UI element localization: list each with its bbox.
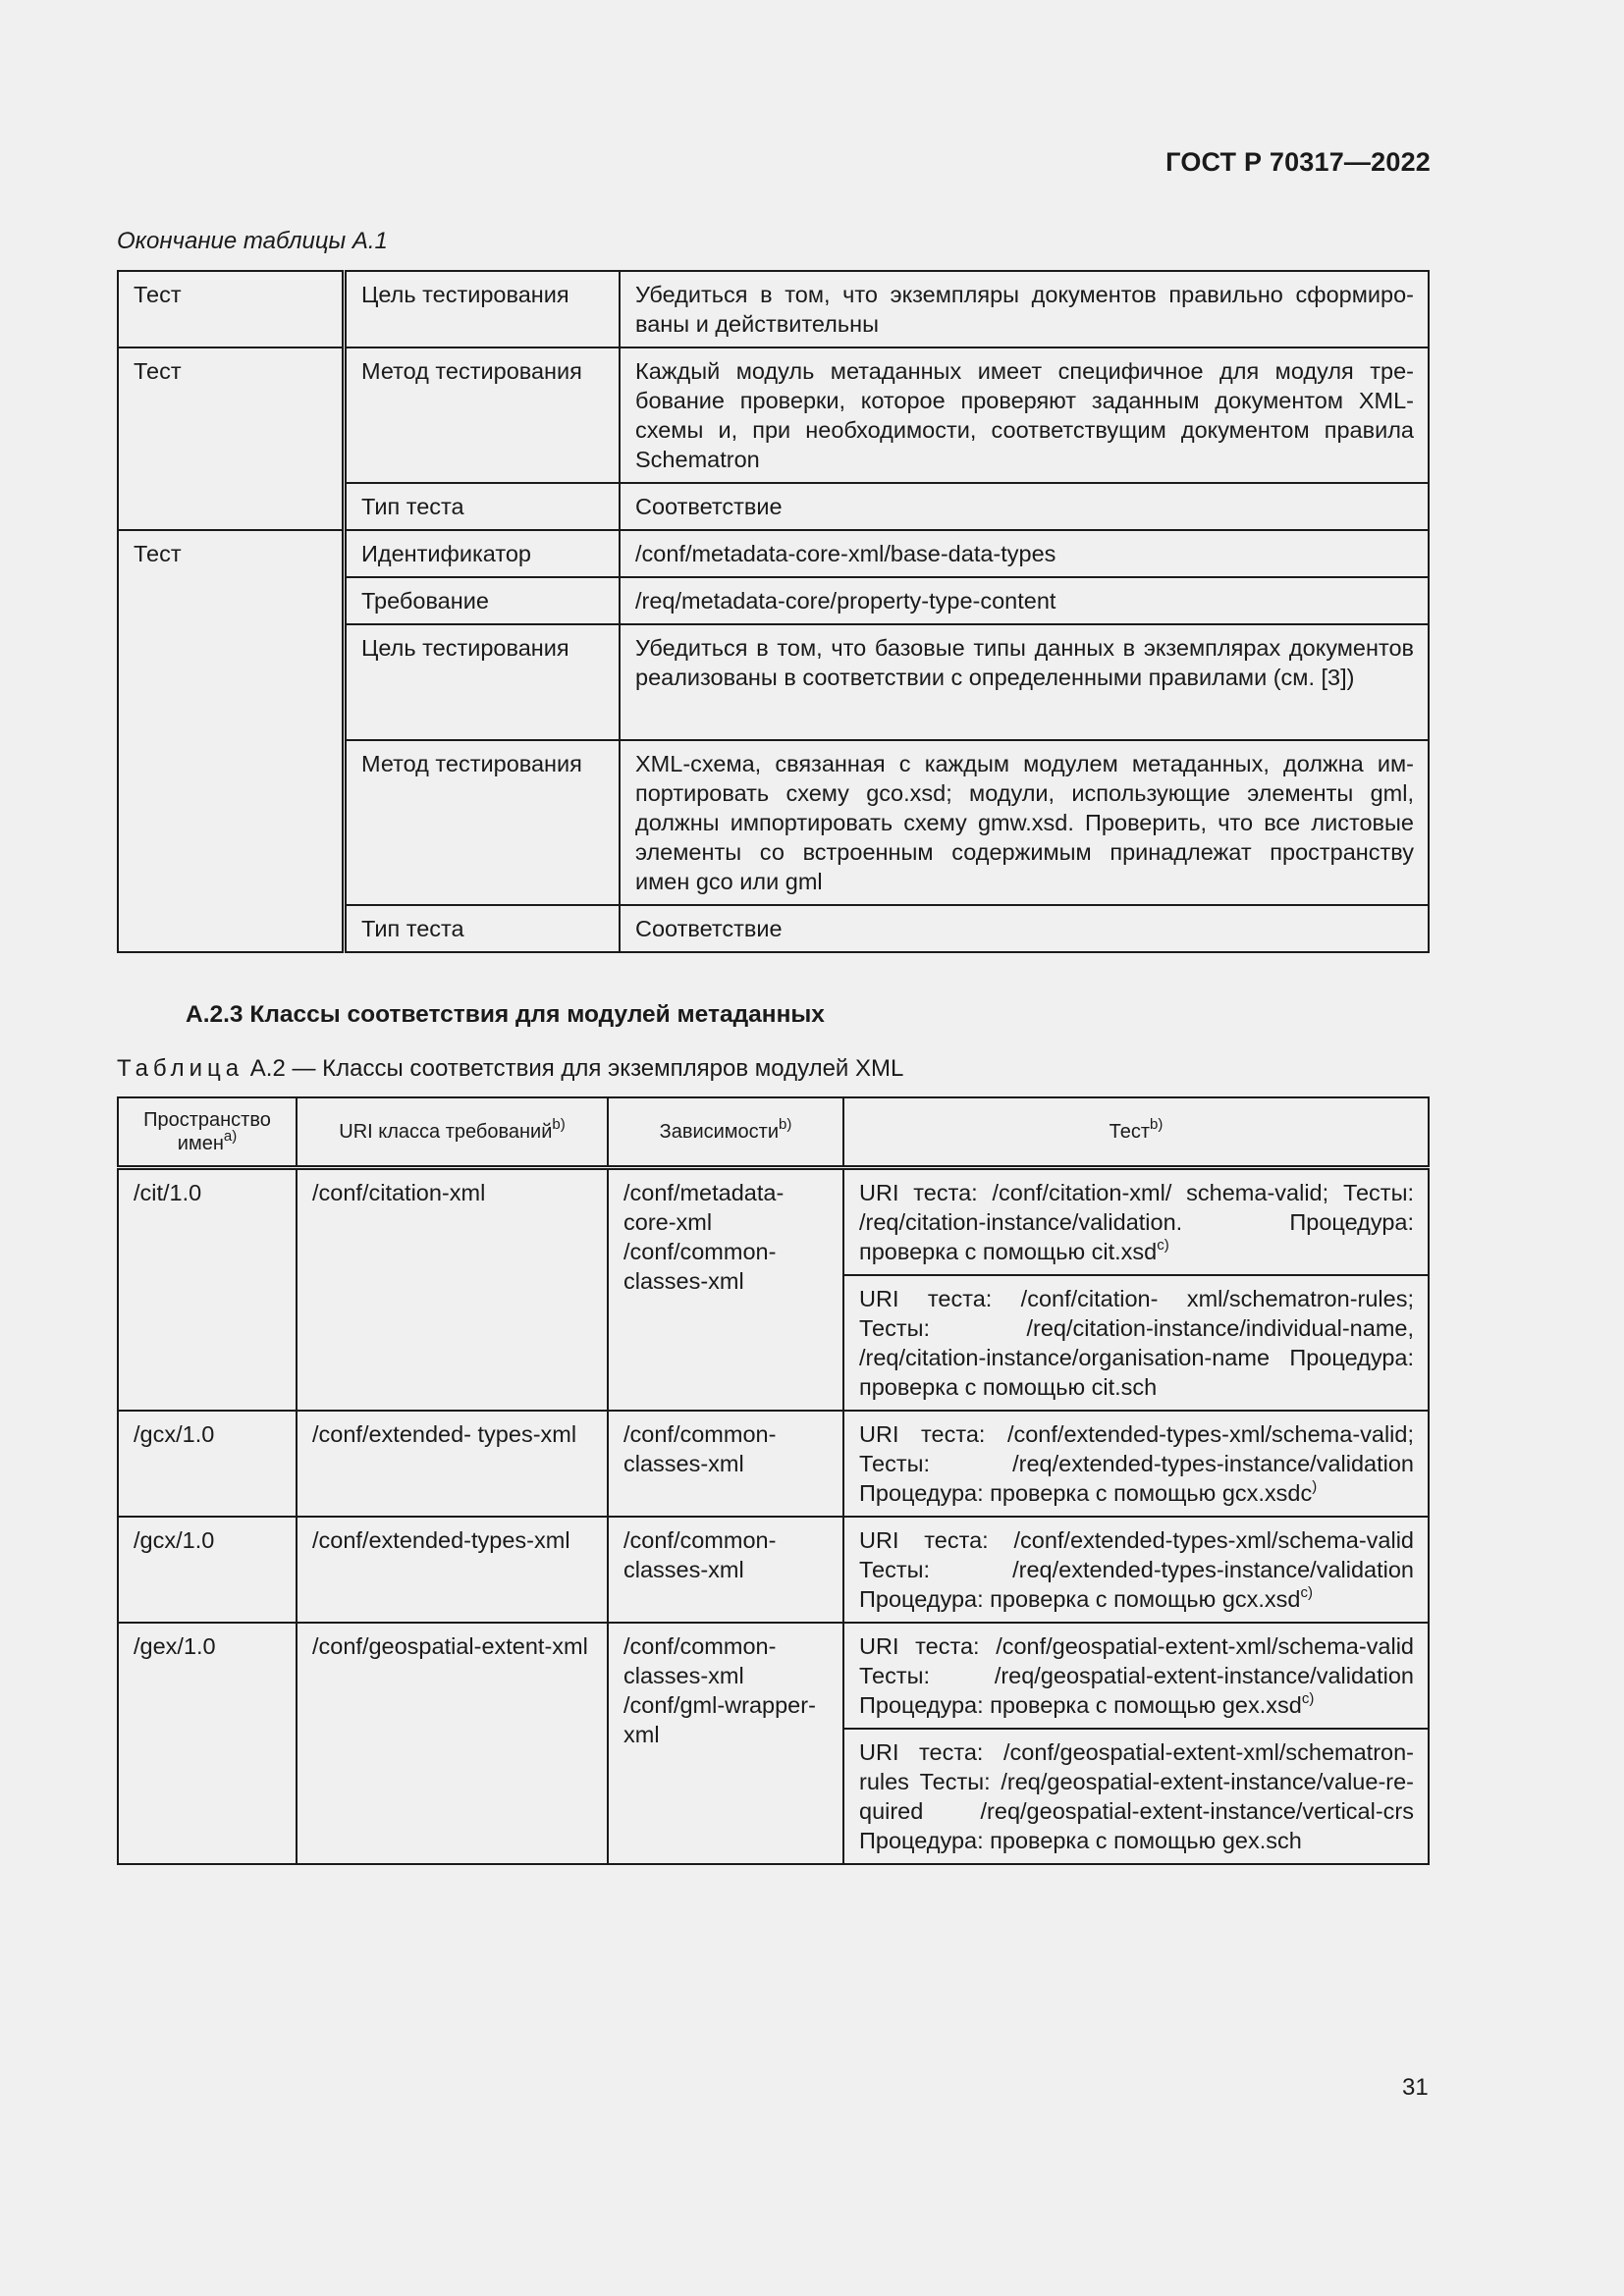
uri-cell: /conf/extended-types-xml	[297, 1517, 608, 1623]
page-number: 31	[1402, 2074, 1429, 2101]
table-a2	[117, 1096, 1430, 1865]
table-cell: Требование	[345, 577, 621, 624]
table-a1-continuation	[117, 270, 1430, 953]
dependencies-cell: /conf/common-classes-xml	[608, 1517, 843, 1623]
table-caption-prefix: Таблица	[117, 1055, 244, 1082]
table-caption-text: А.2 — Классы соответствия для экземпляров модулей XML	[249, 1055, 904, 1082]
test-cell: URI теста: /conf/citation- xml/schematron-rules; Тесты: /req/citation-instance/individual-name, /req/citation-instance/organisation-name Процедура: проверка с помощью cit.sch	[843, 1275, 1429, 1411]
namespace-cell: /gcx/1.0	[118, 1411, 297, 1517]
namespace-cell: /gcx/1.0	[118, 1517, 297, 1623]
table-cell: Убедиться в том, что базовые типы данных в экземплярах документов реализованы в соответствии с определенными правилами (см. [3])	[620, 624, 1429, 740]
table-row	[118, 1623, 1429, 1729]
namespace-cell: /gex/1.0	[118, 1623, 297, 1864]
dependencies-cell: /conf/common-classes-xml	[608, 1411, 843, 1517]
uri-cell: /conf/extended- types-xml	[297, 1411, 608, 1517]
uri-cell: /conf/geospatial-extent-xml	[297, 1623, 608, 1864]
table-a1-continuation-caption: Окончание таблицы А.1	[117, 228, 388, 254]
test-cell: URI теста: /conf/citation-xml/ schema-valid; Тесты: /req/citation-instance/validation. Процедура: проверка с помощью cit.xsd$^{c)}$	[843, 1168, 1429, 1276]
table-cell: /conf/metadata-core-xml/base-data-types	[620, 530, 1429, 577]
table-cell: /req/metadata-core/property-type-content	[620, 577, 1429, 624]
table-cell: Тип теста	[345, 905, 621, 952]
table-row	[118, 271, 1429, 347]
test-cell: URI теста: /conf/extended-types-xml/schema-valid Тесты: /req/extended-types-instance/validation Процедура: проверка с помощью gcx.xsd$^{c)}$	[843, 1517, 1429, 1623]
table-row	[118, 530, 1429, 577]
namespace-cell: /cit/1.0	[118, 1168, 297, 1412]
table-cell: Цель тестирования	[345, 271, 621, 347]
table-header-row	[118, 1097, 1429, 1168]
column-header-dependencies: Зависимости$^{b)}$	[608, 1097, 843, 1168]
table-cell: Метод тестирования	[345, 347, 621, 483]
document-standard-header: ГОСТ Р 70317—2022	[1165, 147, 1431, 177]
table-cell: Соответствие	[620, 483, 1429, 530]
table-row	[118, 1411, 1429, 1517]
dependencies-cell: /conf/common-classes-xml /conf/gml-wrapper-xml	[608, 1623, 843, 1864]
table-row	[118, 1517, 1429, 1623]
column-header-namespace: Пространство имен$^{a)}$	[118, 1097, 297, 1168]
table-cell: XML-схема, связанная с каждым модулем метаданных, должна импортировать схему gco.xsd; модули, использующие элементы gml, должны импортировать схему gmw.xsd. Проверить, что все листовые элементы со встроенным содержимым принадлежат пространству имен gco или gml	[620, 740, 1429, 905]
table-cell: Метод тестирования	[345, 740, 621, 905]
table-a2-caption	[117, 1055, 903, 1083]
table-row	[118, 1168, 1429, 1276]
test-cell: URI теста: /conf/extended-types-xml/schema-valid; Тесты: /req/extended-types-instance/validation Процедура: проверка с помощью gcx.xsdc)	[843, 1411, 1429, 1517]
test-cell: URI теста: /conf/geospatial-extent-xml/schematron-rules Тесты: /req/geospatial-extent-instance/value-required /req/geospatial-extent-instance/vertical-crs Процедура: проверка с помощью gex.sch	[843, 1729, 1429, 1864]
table-cell: Убедиться в том, что экземпляры документов правильно сформированы и действительны	[620, 271, 1429, 347]
table-cell: Цель тестирования	[345, 624, 621, 740]
table-cell: Каждый модуль метаданных имеет специфичное для модуля требование проверки, которое проверяют заданным документом XML-схемы и, при необходимости, соответствущим документом правила Schematron	[620, 347, 1429, 483]
table-cell: Соответствие	[620, 905, 1429, 952]
column-header-uri: URI класса требований$^{b)}$	[297, 1097, 608, 1168]
test-cell: URI теста: /conf/geospatial-extent-xml/schema-valid Тесты: /req/geospatial-extent-instance/validation Процедура: проверка с помощью gex.xsd$^{c)}$	[843, 1623, 1429, 1729]
uri-cell: /conf/citation-xml	[297, 1168, 608, 1412]
table-row	[118, 347, 1429, 483]
table-cell: Тип теста	[345, 483, 621, 530]
column-header-test: Тест$^{b)}$	[843, 1097, 1429, 1168]
table-cell: Тест	[118, 271, 345, 347]
table-cell: Идентификатор	[345, 530, 621, 577]
table-cell: Тест	[118, 530, 345, 952]
section-title: А.2.3 Классы соответствия для модулей метаданных	[186, 1001, 825, 1028]
dependencies-cell: /conf/metadata-core-xml /conf/common-classes-xml	[608, 1168, 843, 1412]
table-cell: Тест	[118, 347, 345, 530]
